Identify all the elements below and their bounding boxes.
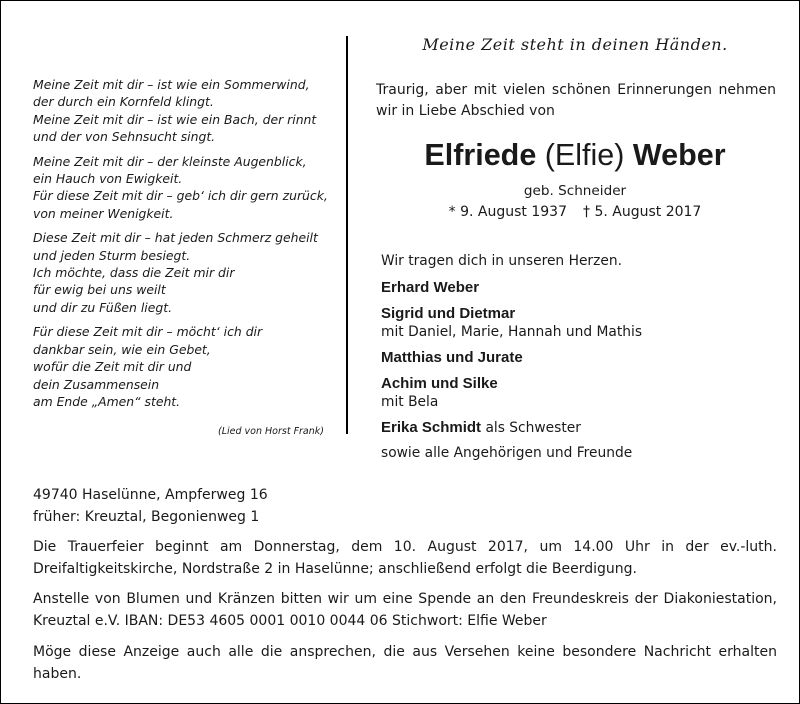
poem-line: ein Hauch von Ewigkeit. bbox=[33, 171, 183, 187]
poem-line: am Ende „Amen“ steht. bbox=[33, 393, 181, 409]
mourners-closing: sowie alle Angehörigen und Freunde bbox=[381, 445, 633, 461]
poem-stanza bbox=[33, 323, 333, 410]
life-dates bbox=[360, 204, 790, 220]
poem-line: wofür die Zeit mit dir und bbox=[33, 359, 192, 375]
poem-line: der durch ein Kornfeld klingt. bbox=[33, 94, 214, 110]
deceased-first-name: Elfriede bbox=[424, 138, 537, 172]
deceased-name bbox=[360, 138, 790, 173]
mourner-name: Erhard Weber bbox=[381, 278, 480, 296]
poem-line: und jeden Sturm besiegt. bbox=[33, 247, 191, 263]
mourner-detail: mit Bela bbox=[381, 393, 439, 410]
mourner-name: Achim und Silke bbox=[381, 375, 498, 392]
poem-stanza bbox=[33, 229, 333, 316]
notice-text: Möge diese Anzeige auch alle die ansprechen, die aus Versehen keine besondere Nachricht erhalten haben. bbox=[33, 644, 777, 682]
mourners-list bbox=[381, 249, 781, 467]
poem-line: Ich möchte, dass die Zeit mir dir bbox=[33, 265, 235, 281]
mourners-heading: Wir tragen dich in unseren Herzen. bbox=[381, 253, 622, 269]
address-line: früher: Kreuztal, Begonienweg 1 bbox=[33, 509, 260, 525]
mourner-detail: als Schwester bbox=[485, 419, 581, 436]
poem-line: Für diese Zeit mit dir – möcht‘ ich dir bbox=[33, 324, 263, 340]
mourner-name: Erika Schmidt bbox=[381, 418, 482, 436]
maiden-name: geb. Schneider bbox=[523, 183, 627, 199]
mourner-detail: mit Daniel, Marie, Hannah und Mathis bbox=[381, 323, 643, 340]
poem-line: dein Zusammensein bbox=[33, 376, 160, 392]
poem-line: Meine Zeit mit dir – der kleinste Augenblick, bbox=[33, 153, 307, 169]
poem bbox=[33, 76, 333, 417]
funeral-info: Die Trauerfeier beginnt am Donnerstag, dem 10. August 2017, um 14.00 Uhr in der ev.-luth. Dreifaltigkeitskirche, Nordstraße 2 in Haselünne; anschließend erfolgt die Beerdigung. bbox=[33, 539, 777, 577]
deceased-last-name: Weber bbox=[632, 138, 726, 172]
poem-stanza bbox=[33, 153, 333, 223]
birth-date: * 9. August 1937 bbox=[448, 204, 567, 220]
poem-line: und dir zu Füßen liegt. bbox=[33, 299, 173, 315]
mourner-name: Matthias und Jurate bbox=[381, 348, 523, 366]
poem-stanza bbox=[33, 76, 333, 146]
poem-line: Meine Zeit mit dir – ist wie ein Sommerwind, bbox=[33, 77, 310, 92]
address bbox=[33, 484, 433, 528]
deceased-nickname: (Elfie) bbox=[544, 138, 625, 172]
poem-credit: (Lied von Horst Frank) bbox=[218, 426, 324, 437]
poem-line: dankbar sein, wie ein Gebet, bbox=[33, 341, 211, 357]
poem-line: für ewig bei uns weilt bbox=[33, 282, 166, 298]
poem-line: und der von Sehnsucht singt. bbox=[33, 129, 216, 145]
address-line: 49740 Haselünne, Ampferweg 16 bbox=[33, 487, 268, 503]
donation-info: Anstelle von Blumen und Kränzen bitten wir um eine Spende an den Freundeskreis der Diakoniestation, Kreuztal e.V. IBAN: DE53 4605 0001 0010 0044 06 Stichwort: Elfie Weber bbox=[33, 591, 777, 629]
mourner-name: Sigrid und Dietmar bbox=[381, 305, 516, 322]
poem-line: Für diese Zeit mit dir – geb‘ ich dir gern zurück, bbox=[33, 188, 328, 204]
motto: Meine Zeit steht in deinen Händen. bbox=[422, 35, 728, 54]
column-divider bbox=[346, 36, 348, 434]
poem-line: Diese Zeit mit dir – hat jeden Schmerz geheilt bbox=[33, 230, 318, 246]
poem-line: Meine Zeit mit dir – ist wie ein Bach, der rinnt bbox=[33, 111, 317, 127]
death-date: † 5. August 2017 bbox=[583, 204, 702, 220]
intro-text: Traurig, aber mit vielen schönen Erinnerungen nehmen wir in Liebe Abschied von bbox=[376, 82, 776, 119]
poem-line: von meiner Wenigkeit. bbox=[33, 205, 174, 221]
